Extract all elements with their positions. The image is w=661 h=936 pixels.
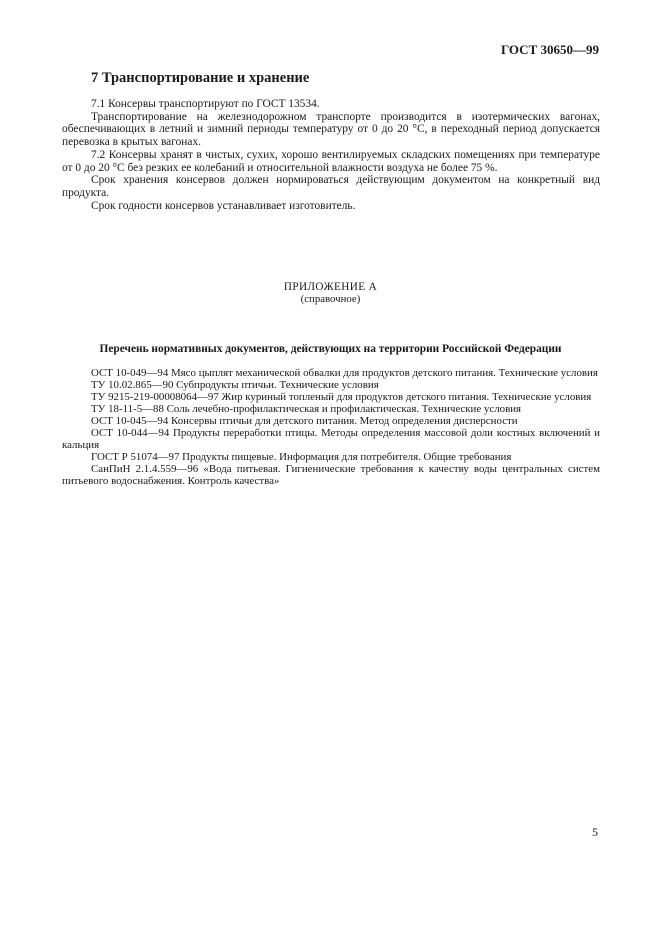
appendix-title: ПРИЛОЖЕНИЕ А: [283, 281, 378, 293]
list-item: ТУ 10.02.865—90 Субпродукты птичьи. Технические условия: [91, 379, 379, 391]
reference-list-title: Перечень нормативных документов, действующих на территории Российской Федерации: [99, 343, 562, 355]
reference-list: [62, 367, 600, 487]
paragraph-storage-term: Срок хранения консервов должен нормироваться действующим документом на конкретный вид продукта.: [62, 174, 600, 199]
paragraph-shelf-life: Срок годности консервов устанавливает изготовитель.: [91, 199, 356, 212]
list-item: ОСТ 10-049—94 Мясо цыплят механической обвалки для продуктов детского питания. Технические условия: [91, 367, 598, 379]
list-item: ОСТ 10-044—94 Продукты переработки птицы. Методы определения массовой доли костных включений и кальция: [62, 427, 600, 451]
paragraph-rail-transport: Транспортирование на железнодорожном транспорте производится в изотермических вагонах, обеспечивающих в летний и зимний периоды температуру от 0 до 20 °С, в переходный период допускается перевозка в крытых вагонах.: [62, 110, 600, 149]
section-title: 7 Транспортирование и хранение: [91, 70, 310, 86]
document-code: ГОСТ 30650—99: [500, 42, 599, 57]
list-item: СанПиН 2.1.4.559—96 «Вода питьевая. Гигиенические требования к качеству воды центральных систем питьевого водоснабжения. Контроль качества»: [62, 463, 600, 487]
paragraph-7-2: 7.2 Консервы хранят в чистых, сухих, хорошо вентилируемых складских помещениях при температуре от 0 до 20 °С без резких ее колебаний и относительной влажности воздуха не более 75 %.: [62, 148, 600, 174]
appendix-subtitle: (справочное): [300, 293, 361, 305]
list-item: ТУ 9215-219-00008064—97 Жир куриный топленый для продуктов детского питания. Технические условия: [91, 391, 592, 403]
paragraph-7-1: 7.1 Консервы транспортируют по ГОСТ 13534.: [91, 98, 320, 110]
section-body: [62, 98, 600, 212]
list-item: ОСТ 10-045—94 Консервы птичьи для детского питания. Метод определения дисперсности: [91, 415, 518, 427]
list-item: ГОСТ Р 51074—97 Продукты пищевые. Информация для потребителя. Общие требования: [91, 451, 512, 463]
page-number: 5: [592, 825, 598, 839]
list-item: ТУ 18-11-5—88 Соль лечебно-профилактическая и профилактическая. Технические условия: [91, 403, 522, 415]
